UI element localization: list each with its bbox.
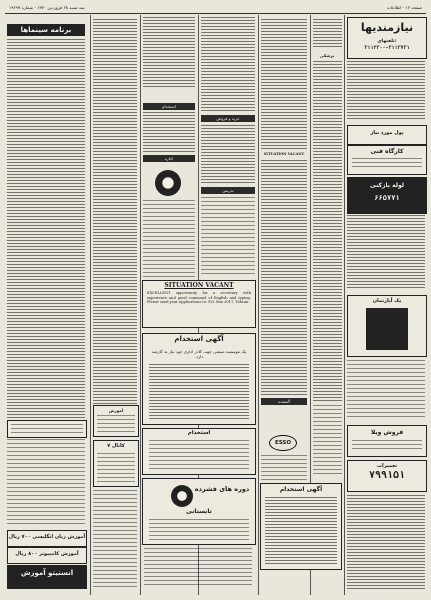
section-bar-4: تدریس [201,187,255,194]
section-bar-2: اجاره [143,155,195,162]
column-4-text-top [201,17,255,112]
column-6-text [313,19,342,49]
right-column-text-2 [347,215,425,290]
right-phone: ۶۶۵۷۷۱ [374,194,400,202]
column-2-text-bottom [93,490,137,590]
column-6-text-2 [313,61,342,401]
language-ad-2: آموزش کامپیوتر ۸۰۰ ریال [7,547,87,564]
niazmandiha-phones-label: تلفنهای: [377,39,397,44]
money-needed-box: پول مورد نیاز [347,125,427,145]
language-ad-3: انستیتو آموزش [7,565,87,589]
workshop-box: کارگاه فنی [347,145,427,175]
apartment-box: یک آپارتمان [347,295,427,357]
employment-lead: یک موسسه صنعتی جهت کادر اداری خود نیاز به کارمند دارد. [151,349,247,359]
tv-box [93,405,139,437]
right-column-text-3 [347,360,425,420]
page-header-right: صفحه ۱۶ - اطلاعات [386,5,422,10]
newspaper-page [5,3,426,595]
situation-vacant-title: SITUATION VACANT [164,282,234,289]
column-2-text [93,19,137,404]
cinema-ad-box [7,420,87,438]
employment-box [142,333,256,425]
car-phone-box: تعمیرات ۷۹۹۱۵۱ [347,460,427,492]
column-3-4-bottom-text [144,548,252,586]
column-5-text-3 [261,455,307,480]
villa-box: فروش ویلا [347,425,427,457]
right-column-text-1 [347,61,425,121]
channel-box [93,440,139,487]
esso-logo: ESSO [269,435,297,451]
situation-vacant-small: SITUATION VACANT [263,152,305,156]
column-4-text-mid [201,125,255,185]
right-column-text-4 [347,495,425,590]
employment-2-title: استخدام [187,430,211,436]
cinema-listings-bottom [7,439,85,527]
course-title: دوره های فشرده [194,485,250,493]
column-4-text-2 [201,197,255,277]
column-6-text-3 [313,405,342,475]
column-5-text [261,19,307,149]
employment-box-4 [260,483,342,570]
column-3-text-2 [143,200,195,280]
course-emblem [171,485,193,507]
page-header [5,3,426,14]
pipe-ad-box: لوله بازکنی ۶۶۵۷۷۱ [347,177,427,214]
tv-box-title: آموزش [108,408,124,413]
cinema-column [5,15,87,595]
section-bar-5: گمشده [261,398,307,405]
cinema-listings [7,39,85,419]
car-phone: ۷۹۹۱۵۱ [368,470,406,481]
channel-label: کانال ۷ [107,443,125,449]
page-header-left: سه شنبه ۲۸ فروردین ۱۳۷۰ - شماره ۱۹۲۹۷ [9,5,85,10]
situation-vacant-box [142,280,256,328]
niazmandiha-title: نیازمندیها [360,21,414,34]
column-3-text-top [143,17,195,87]
right-column [344,15,427,595]
logo-emblem [155,170,181,196]
course-box [142,478,256,545]
column-6-heading: پزشکی [319,53,335,58]
column-2 [90,15,139,595]
column-3-text-mid [143,112,195,152]
situation-vacant-body: EXCELLENT opportunity for a secretary with experience and good command of English and typing. Please send your applications to: P.O. Box 2017, Tehran. [147,291,251,305]
niazmandiha-box [347,17,427,59]
course-subtitle: تابستانی [186,508,212,515]
employment-4-title: آگهی استخدام [279,486,323,493]
language-ad-1: آموزش زبان انگلیسی ۷۰۰ ریال [7,530,87,547]
employment-title: آگهی استخدام [174,335,224,343]
employment-box-2 [142,428,256,475]
cinema-title: برنامه سینماها [7,24,85,36]
section-bar-1: استخدام [143,103,195,110]
column-5-text-2 [261,160,307,395]
niazmandiha-phones: ۳۱۱۲۳۰۰-۳۱۱۳۷۳۱ [364,45,410,51]
section-bar-3: خرید و فروش [201,115,255,122]
